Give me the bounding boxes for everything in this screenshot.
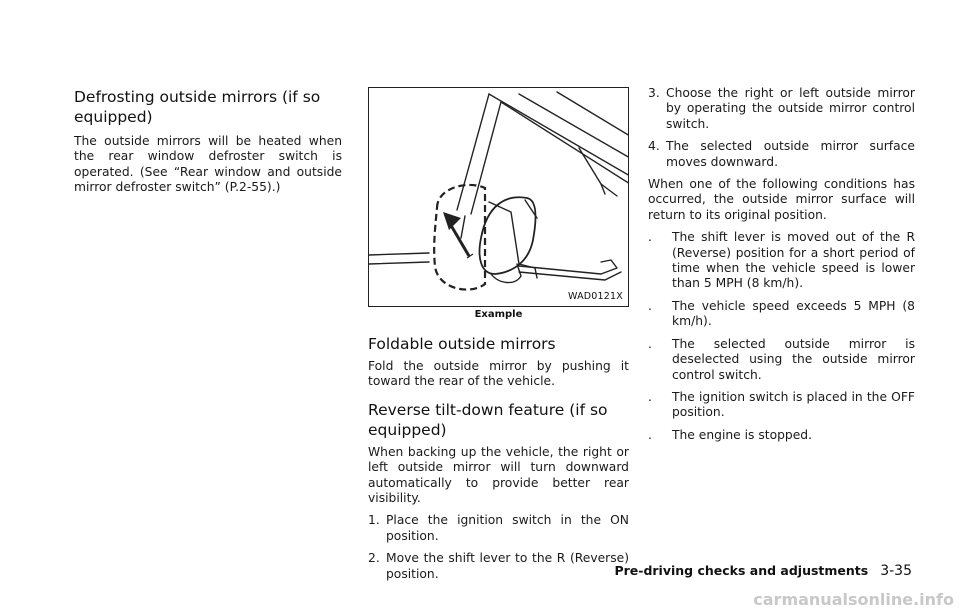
page-number: 3-35 xyxy=(880,563,912,579)
figure-caption: Example xyxy=(474,309,523,320)
bullet-icon: . xyxy=(648,427,652,442)
step-text: Choose the right or left outside mirror by operating the outside mirror control switch. xyxy=(666,86,915,131)
column-middle xyxy=(368,0,629,582)
reverse-tilt-heading: Reverse tilt-down feature (if so equipped) xyxy=(368,400,608,439)
list-item xyxy=(648,86,915,132)
bullet-icon: . xyxy=(648,298,652,313)
step-text: Place the ignition switch in the ON position. xyxy=(386,513,629,543)
footer-section-title: Pre-driving checks and adjustments xyxy=(614,563,869,578)
condition-text: The selected outside mirror is deselected using the outside mirror control switch. xyxy=(672,336,915,382)
list-item xyxy=(648,337,915,383)
list-item xyxy=(368,551,629,582)
list-item xyxy=(648,390,915,421)
condition-text: The ignition switch is placed in the OFF position. xyxy=(672,389,915,420)
step-number: 1. xyxy=(368,513,380,528)
list-item xyxy=(368,513,629,544)
foldable-heading: Foldable outside mirrors xyxy=(368,335,556,353)
steps-list-part2 xyxy=(648,86,915,170)
list-item xyxy=(648,428,915,443)
foldable-body: Fold the outside mirror by pushing it toward the rear of the vehicle. xyxy=(368,359,629,389)
steps-list-part1 xyxy=(368,513,629,582)
column-right xyxy=(648,0,915,443)
column-left xyxy=(74,0,342,196)
conditions-intro: When one of the following conditions has occurred, the outside mirror surface will return to its original position. xyxy=(648,177,915,222)
outside-mirror-drawing xyxy=(369,88,629,307)
list-item xyxy=(648,299,915,330)
condition-text: The shift lever is moved out of the R (Reverse) position for a short period of time when the vehicle speed is lower than 5 MPH (8 km/h). xyxy=(672,230,915,291)
list-item xyxy=(648,230,915,292)
condition-text: The engine is stopped. xyxy=(672,427,813,442)
defrosting-body: The outside mirrors will be heated when the rear window defroster switch is operated. (See “Rear window and outside mirror defroster switch” (P.2-55).) xyxy=(74,134,342,195)
step-number: 2. xyxy=(368,551,380,566)
list-item xyxy=(648,139,915,170)
step-text: Move the shift lever to the R (Reverse) position. xyxy=(386,551,629,581)
step-number: 4. xyxy=(648,139,660,154)
bullet-icon: . xyxy=(648,230,652,245)
step-number: 3. xyxy=(648,86,660,100)
bullet-icon: . xyxy=(648,336,652,351)
defrosting-heading: Defrosting outside mirrors (if so equipped) xyxy=(74,88,321,126)
bullet-icon: . xyxy=(648,389,652,404)
figure-code: WAD0121X xyxy=(568,291,623,302)
reverse-tilt-intro: When backing up the vehicle, the right or left outside mirror will turn downward automatically to provide better rear visibility. xyxy=(368,444,629,506)
conditions-list xyxy=(648,230,915,443)
step-text: The selected outside mirror surface moves downward. xyxy=(666,139,915,169)
page-footer xyxy=(614,563,912,579)
watermark: carmanualsonline.info xyxy=(753,590,954,609)
condition-text: The vehicle speed exceeds 5 MPH (8 km/h). xyxy=(672,298,915,329)
mirror-illustration xyxy=(368,87,629,307)
